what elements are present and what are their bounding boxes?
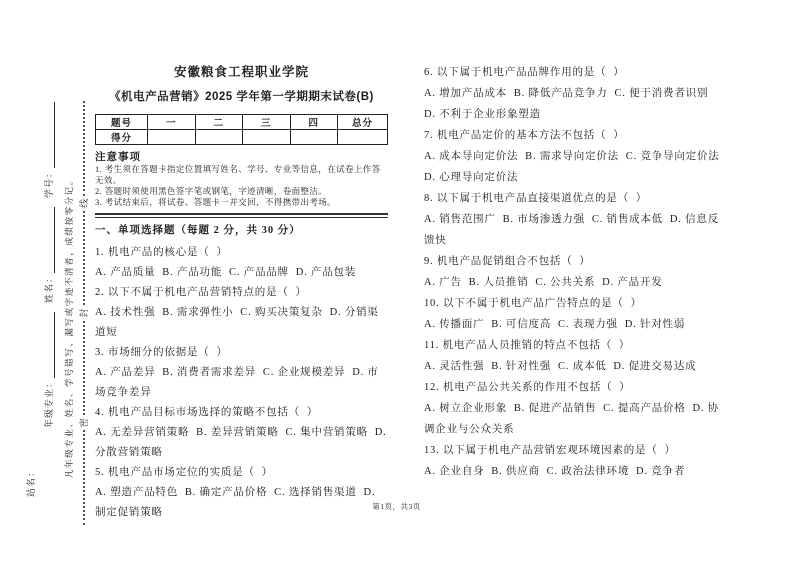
question-stem: 8. 以下属于机电产品直接渠道优点的是（ ） xyxy=(424,193,648,204)
question-stem: 1. 机电产品的核心是（ ） xyxy=(95,247,228,258)
seal-dots xyxy=(83,211,85,306)
question-4 xyxy=(95,403,391,463)
question-6 xyxy=(424,62,725,125)
notice-item-2: 2. 答题时须使用黑色签字笔或钢笔，字迹清晰，卷面整洁。 xyxy=(95,186,328,196)
score-table xyxy=(95,114,388,145)
question-stem: 7. 机电产品定价的基本方法不包括（ ） xyxy=(424,130,625,141)
notice-item-3: 3. 考试结束后，将试卷、答题卡一并交回，不得携带出考场。 xyxy=(95,197,337,207)
right-column xyxy=(424,62,725,482)
score-cell-empty xyxy=(195,130,243,145)
question-options: A. 增加产品成本 B. 降低产品竞争力 C. 便于消费者识别 D. 不利于企业形象塑造 xyxy=(424,88,716,120)
question-stem: 11. 机电产品人员推销的特点不包括（ ） xyxy=(424,340,631,351)
question-10 xyxy=(424,293,725,335)
student-id-label: 学号： xyxy=(44,167,54,198)
question-stem: 4. 机电产品目标市场选择的策略不包括（ ） xyxy=(95,407,319,418)
seal-dots xyxy=(83,321,85,416)
score-cell-empty xyxy=(290,130,338,145)
question-options: A. 广告 B. 人员推销 C. 公共关系 D. 产品开发 xyxy=(424,277,663,288)
question-options: A. 灵活性强 B. 针对性强 C. 成本低 D. 促进交易达成 xyxy=(424,361,697,372)
question-stem: 13. 以下属于机电产品营销宏观环境因素的是（ ） xyxy=(424,445,676,456)
score-table-score-row xyxy=(96,130,388,145)
score-col-4: 四 xyxy=(290,115,338,130)
grade-major-blank xyxy=(43,312,55,378)
seal-warning-text: 凡年级专业、姓名、学号错写、漏写或字迹不清者，成绩按零分记。 xyxy=(64,174,74,478)
question-stem: 2. 以下不属于机电产品营销特点的是（ ） xyxy=(95,287,307,298)
notice-title: 注意事项 xyxy=(95,151,141,163)
question-stem: 6. 以下属于机电产品品牌作用的是（ ） xyxy=(424,67,625,78)
question-8 xyxy=(424,188,725,251)
question-stem: 9. 机电产品促销组合不包括（ ） xyxy=(424,256,591,267)
question-13 xyxy=(424,440,725,482)
score-table-header-row xyxy=(96,115,388,130)
grade-major-label: 年级专业： xyxy=(44,377,54,428)
question-options: A. 传播面广 B. 可信度高 C. 表现力强 D. 针对性弱 xyxy=(424,319,686,330)
score-col-1: 一 xyxy=(148,115,196,130)
question-options: A. 销售范围广 B. 市场渗透力强 C. 销售成本低 D. 信息反馈快 xyxy=(424,214,720,246)
score-col-3: 三 xyxy=(243,115,291,130)
seal-dots xyxy=(83,101,85,196)
question-stem: 10. 以下不属于机电产品广告特点的是（ ） xyxy=(424,298,642,309)
left-column xyxy=(95,64,391,523)
school-title: 安徽粮食工程职业学院 xyxy=(173,65,309,79)
question-3 xyxy=(95,343,388,403)
question-options: A. 无差异营销策略 B. 差异营销策略 C. 集中营销策略 D. 分散营销策略 xyxy=(95,427,391,458)
seal-line xyxy=(77,98,90,528)
student-id-blank xyxy=(43,102,55,168)
question-stem: 3. 市场细分的依据是（ ） xyxy=(95,347,228,358)
score-row-label: 得分 xyxy=(96,130,148,145)
question-7 xyxy=(424,125,725,188)
question-options: A. 技术性强 B. 需求弹性小 C. 购买决策复杂 D. 分销渠道短 xyxy=(95,307,379,338)
question-options: A. 树立企业形象 B. 促进产品销售 C. 提高产品价格 D. 协调企业与公众关系 xyxy=(424,403,720,435)
question-options: A. 产品差异 B. 消费者需求差异 C. 企业规模差异 D. 市场竞争差异 xyxy=(95,367,379,398)
question-12 xyxy=(424,377,725,440)
seal-char-mi: 密 xyxy=(79,418,89,428)
section-1-title: 一、单项选择题（每题 2 分，共 30 分） xyxy=(95,225,301,236)
site-name-label: 站名： xyxy=(26,466,36,497)
double-rule-divider xyxy=(95,213,388,218)
question-5 xyxy=(95,463,388,523)
score-cell-empty xyxy=(243,130,291,145)
page-number-footer: 第1页，共3页 xyxy=(372,502,421,511)
question-options: A. 产品质量 B. 产品功能 C. 产品品牌 D. 产品包装 xyxy=(95,267,357,278)
name-blank xyxy=(43,207,55,273)
seal-char-xian: 线 xyxy=(79,198,89,208)
seal-char-feng: 封 xyxy=(79,308,89,318)
question-1 xyxy=(95,243,388,283)
exam-title: 《机电产品营销》2025 学年第一学期期末试卷(B) xyxy=(109,91,374,103)
question-options: A. 企业自身 B. 供应商 C. 政治法律环境 D. 竞争者 xyxy=(424,466,686,477)
question-2 xyxy=(95,283,388,343)
question-options: A. 成本导向定价法 B. 需求导向定价法 C. 竞争导向定价法 D. 心理导向定价法 xyxy=(424,151,727,183)
student-info-fields xyxy=(42,93,55,428)
score-col-total: 总分 xyxy=(338,115,388,130)
score-col-label: 题号 xyxy=(96,115,148,130)
score-cell-empty xyxy=(148,130,196,145)
notice-item-1: 1. 考生须在答题卡指定位置填写姓名、学号、专业等信息，在试卷上作答无效。 xyxy=(95,164,381,185)
score-cell-empty xyxy=(338,130,388,145)
question-9 xyxy=(424,251,725,293)
name-label: 姓名： xyxy=(44,272,54,303)
score-col-2: 二 xyxy=(195,115,243,130)
question-stem: 5. 机电产品市场定位的实质是（ ） xyxy=(95,467,273,478)
question-options: A. 塑造产品特色 B. 确定产品价格 C. 选择销售渠道 D. 制定促销策略 xyxy=(95,487,379,518)
question-11 xyxy=(424,335,725,377)
question-stem: 12. 机电产品公共关系的作用不包括（ ） xyxy=(424,382,631,393)
